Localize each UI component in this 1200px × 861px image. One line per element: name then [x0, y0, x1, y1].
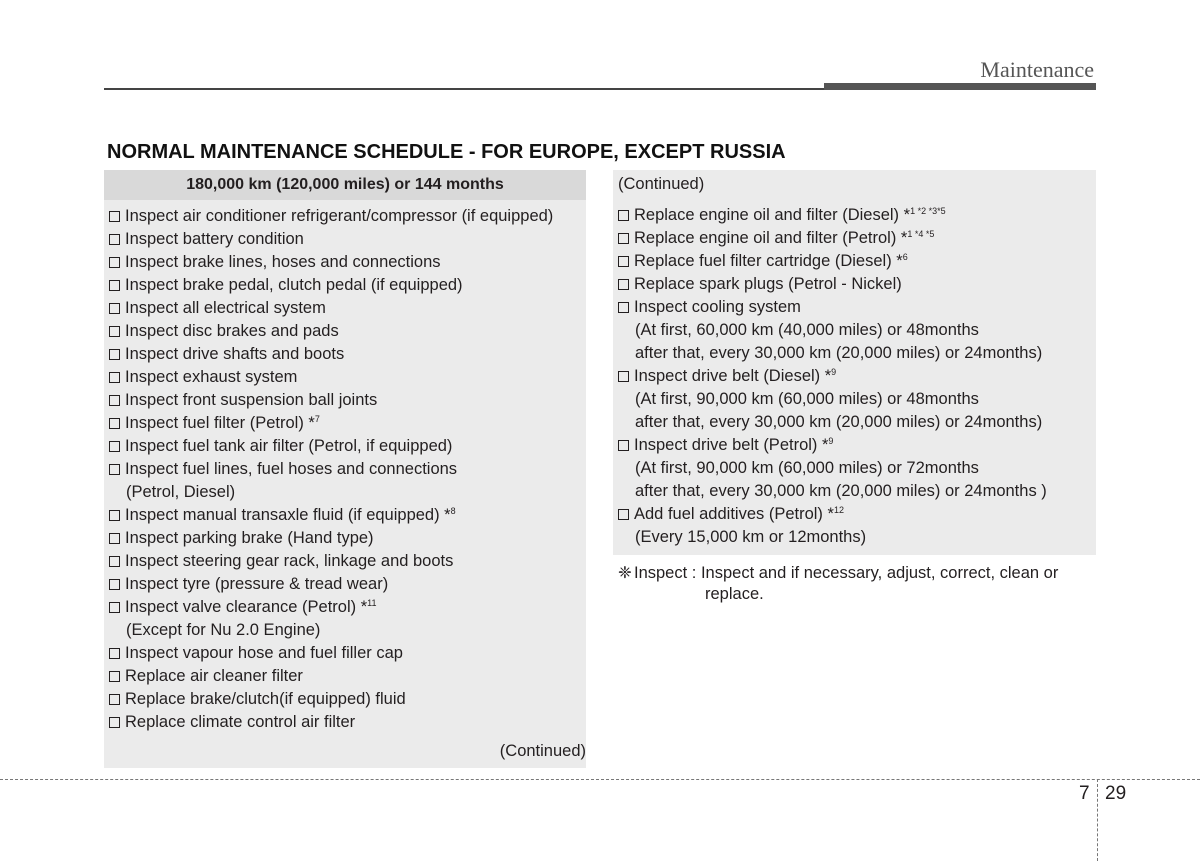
checkbox-icon	[109, 671, 120, 682]
footnote-ref: 1 *2 *3*5	[910, 206, 946, 216]
item-subtext: (Every 15,000 km or 12months)	[635, 528, 867, 546]
item-text: Inspect all electrical system	[125, 299, 326, 317]
checkbox-icon	[109, 257, 120, 268]
item-text: Inspect air conditioner refrigerant/compressor (if equipped)	[125, 207, 554, 225]
footer-divider	[0, 779, 1200, 780]
footnote-text: Inspect and if necessary, adjust, correct, clean or	[700, 564, 1059, 582]
header-rule	[104, 88, 824, 90]
checklist-item	[109, 596, 376, 619]
checkbox-icon	[618, 440, 629, 451]
checklist-item	[109, 688, 406, 711]
left-schedule-panel	[104, 170, 586, 768]
footnote-ref: 11	[367, 598, 377, 608]
checklist-item	[109, 642, 403, 665]
checkbox-icon	[109, 211, 120, 222]
checklist-item	[109, 251, 441, 274]
checkbox-icon	[618, 279, 629, 290]
item-text: Inspect brake pedal, clutch pedal (if equipped)	[125, 276, 463, 294]
checklist-item	[109, 458, 457, 481]
checkbox-icon	[109, 326, 120, 337]
checkbox-icon	[618, 233, 629, 244]
checkbox-icon	[109, 418, 120, 429]
checklist-item	[109, 711, 355, 734]
section-title: NORMAL MAINTENANCE SCHEDULE - FOR EUROPE, EXCEPT RUSSIA	[107, 141, 786, 163]
right-schedule-panel	[613, 170, 1096, 555]
continued-label: (Continued)	[499, 742, 586, 760]
checkbox-icon	[618, 302, 629, 313]
checklist-item	[109, 274, 463, 297]
checkbox-icon	[618, 256, 629, 267]
checklist-item	[618, 250, 908, 273]
footer-divider-vertical	[1097, 779, 1098, 861]
item-text: Add fuel additives (Petrol) *	[634, 505, 834, 523]
checklist-item	[618, 273, 902, 296]
checklist-item	[109, 435, 452, 458]
page-number: 29	[1105, 783, 1127, 804]
checkbox-icon	[109, 717, 120, 728]
footnote-symbol: ❈	[618, 564, 632, 582]
chapter-number: 7	[1079, 783, 1090, 804]
continued-label: (Continued)	[618, 175, 705, 193]
item-subtext: (At first, 60,000 km (40,000 miles) or 48months	[635, 321, 979, 339]
checkbox-icon	[618, 371, 629, 382]
checkbox-icon	[109, 579, 120, 590]
footnote-ref: 1 *4 *5	[907, 229, 935, 239]
item-text: Inspect exhaust system	[125, 368, 298, 386]
checklist-item	[618, 204, 946, 227]
item-text: Inspect tyre (pressure & tread wear)	[125, 575, 389, 593]
item-text: Inspect drive belt (Petrol) *	[634, 436, 829, 454]
footnote-ref: 6	[902, 252, 908, 262]
checklist-item	[618, 365, 836, 388]
item-subtext: (Except for Nu 2.0 Engine)	[126, 621, 321, 639]
checkbox-icon	[109, 464, 120, 475]
item-text: Inspect drive shafts and boots	[125, 345, 345, 363]
checklist-item	[618, 227, 934, 250]
checklist-item	[109, 504, 456, 527]
checkbox-icon	[109, 648, 120, 659]
item-subtext: after that, every 30,000 km (20,000 miles) or 24months )	[635, 482, 1047, 500]
checklist-item	[109, 297, 326, 320]
interval-heading: 180,000 km (120,000 miles) or 144 months	[104, 170, 586, 200]
checkbox-icon	[109, 533, 120, 544]
checklist-item	[109, 665, 303, 688]
footnote	[618, 563, 1094, 605]
item-text: Inspect brake lines, hoses and connections	[125, 253, 441, 271]
item-text: Inspect manual transaxle fluid (if equipped) *	[125, 506, 451, 524]
checkbox-icon	[109, 694, 120, 705]
item-text: Inspect fuel tank air filter (Petrol, if equipped)	[125, 437, 453, 455]
item-text: Inspect fuel lines, fuel hoses and connections	[125, 460, 458, 478]
checkbox-icon	[109, 510, 120, 521]
item-text: Inspect front suspension ball joints	[125, 391, 378, 409]
checkbox-icon	[109, 372, 120, 383]
item-text: Replace fuel filter cartridge (Diesel) *	[634, 252, 903, 270]
item-text: Inspect parking brake (Hand type)	[125, 529, 374, 547]
footnote-ref: 8	[450, 506, 456, 516]
item-text: Replace brake/clutch(if equipped) fluid	[125, 690, 406, 708]
checkbox-icon	[109, 349, 120, 360]
checklist-item	[109, 320, 339, 343]
item-text: Inspect drive belt (Diesel) *	[634, 367, 832, 385]
item-text: Inspect cooling system	[634, 298, 801, 316]
checklist-item	[109, 343, 344, 366]
item-subtext: (At first, 90,000 km (60,000 miles) or 72months	[635, 459, 979, 477]
footnote-ref: 12	[833, 505, 844, 515]
item-text: Replace engine oil and filter (Diesel) *	[634, 206, 911, 224]
checkbox-icon	[109, 234, 120, 245]
item-text: Replace spark plugs (Petrol - Nickel)	[634, 275, 902, 293]
item-text: Inspect disc brakes and pads	[125, 322, 339, 340]
checkbox-icon	[109, 441, 120, 452]
footnote-label: Inspect :	[634, 564, 697, 582]
item-text: Inspect steering gear rack, linkage and boots	[125, 552, 454, 570]
checklist-item	[109, 412, 320, 435]
checklist-item	[618, 434, 833, 457]
checklist-item	[618, 503, 844, 526]
footnote-ref: 9	[828, 436, 834, 446]
header-title: Maintenance	[980, 57, 1094, 82]
header-rule-accent	[824, 83, 1096, 90]
checkbox-icon	[109, 602, 120, 613]
footnote-ref: 9	[831, 367, 837, 377]
footnote-text-cont: replace.	[705, 585, 764, 603]
checklist-item	[109, 527, 374, 550]
item-text: Inspect valve clearance (Petrol) *	[125, 598, 368, 616]
checklist-item	[109, 228, 304, 251]
checklist-item	[109, 205, 553, 228]
checklist-item	[109, 550, 453, 573]
checklist-item	[618, 296, 801, 319]
item-text: Replace engine oil and filter (Petrol) *	[634, 229, 908, 247]
item-text: Replace air cleaner filter	[125, 667, 303, 685]
checklist-item	[109, 366, 297, 389]
item-subtext: after that, every 30,000 km (20,000 miles) or 24months)	[635, 413, 1043, 431]
item-subtext: after that, every 30,000 km (20,000 miles) or 24months)	[635, 344, 1043, 362]
checkbox-icon	[109, 303, 120, 314]
item-text: Replace climate control air filter	[125, 713, 356, 731]
item-subtext: (At first, 90,000 km (60,000 miles) or 48months	[635, 390, 979, 408]
checkbox-icon	[109, 395, 120, 406]
checkbox-icon	[109, 556, 120, 567]
item-text: Inspect vapour hose and fuel filler cap	[125, 644, 403, 662]
checklist-item	[109, 573, 388, 596]
item-text: Inspect battery condition	[125, 230, 304, 248]
checkbox-icon	[109, 280, 120, 291]
checklist-item	[109, 389, 377, 412]
item-subtext: (Petrol, Diesel)	[126, 483, 236, 501]
checkbox-icon	[618, 210, 629, 221]
footnote-ref: 7	[314, 414, 320, 424]
checkbox-icon	[618, 509, 629, 520]
item-text: Inspect fuel filter (Petrol) *	[125, 414, 315, 432]
